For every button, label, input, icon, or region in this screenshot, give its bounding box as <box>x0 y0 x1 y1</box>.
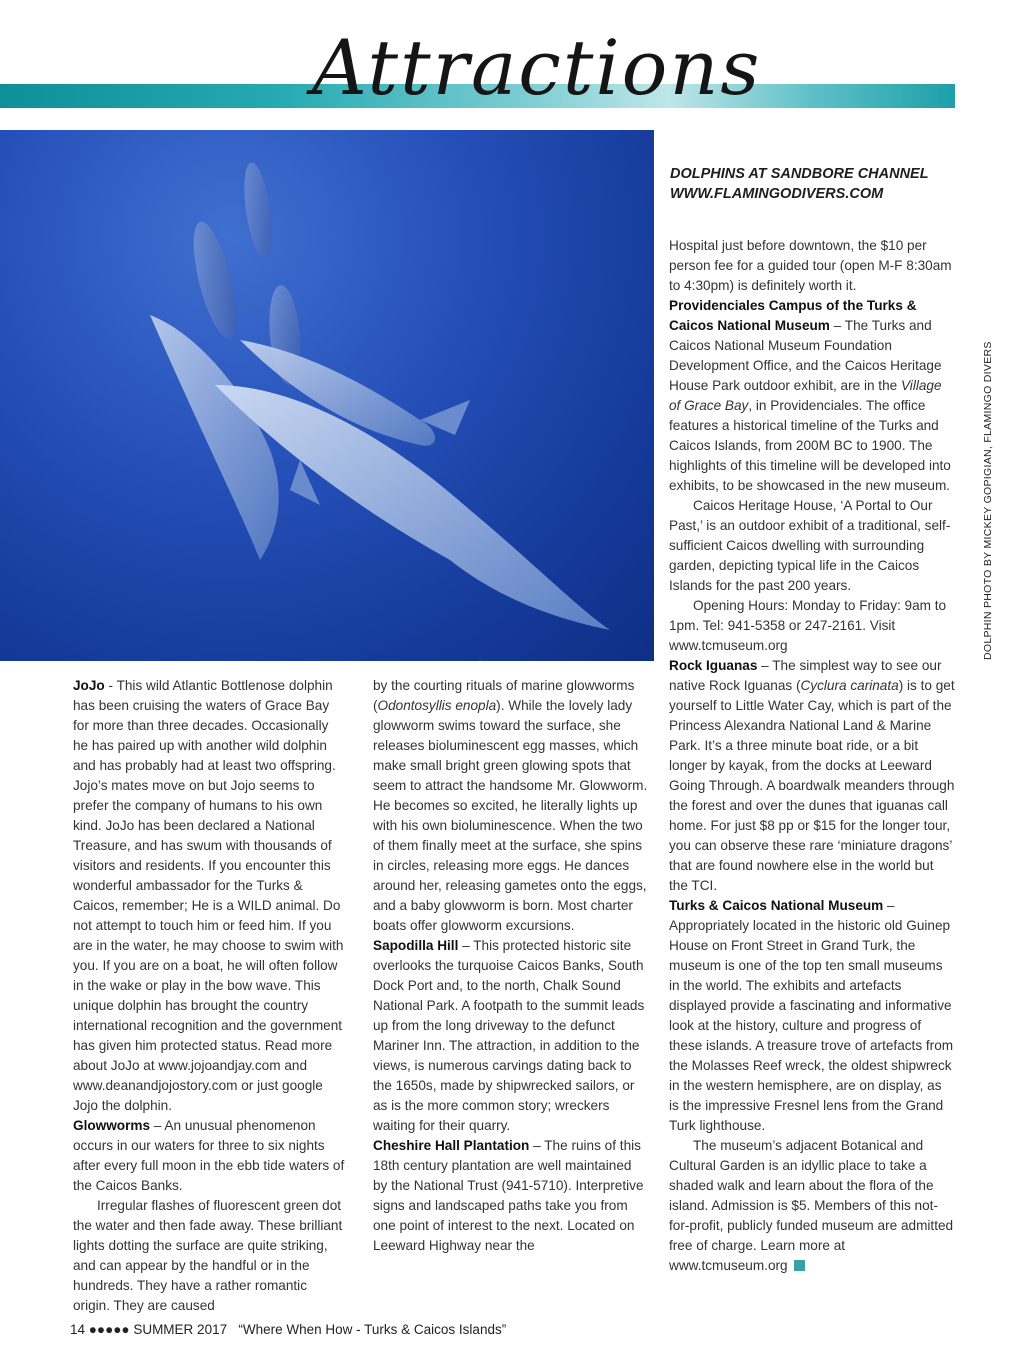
jojo-paragraph <box>73 676 345 1116</box>
glowworms-continued-text-2: ). While the lovely lady glowworm swims toward the surface, she releases bioluminescent egg masses, which make small bright green glowing spots that seem to attract the handsome Mr. Glowworm. He becomes so excited, he literally lights up with his own bioluminescence. When the two of them finally meet at the surface, she spins in circles, releasing more eggs. He dances around her, releasing gametes onto the eggs, and a baby glowworm is born. Most charter boats offer glowworm excursions. <box>373 698 648 933</box>
rock-iguanas-text-1: – The simplest way to see our native Rock Iguanas ( <box>669 658 942 693</box>
issue-label: SUMMER 2017 <box>133 1322 228 1337</box>
heritage-house-paragraph: Caicos Heritage House, ‘A Portal to Our Past,’ is an outdoor exhibit of a traditional, self-sufficient Caicos dwelling with surrounding garden, depicting typical life in the Caicos Islands for the past 200 years. <box>669 498 951 593</box>
photo-credit: DOLPHIN PHOTO BY MICKEY GOPIGIAN, FLAMINGO DIVERS <box>982 341 994 660</box>
jojo-heading: JoJo <box>73 678 105 693</box>
footer-dots: ●●●●● <box>85 1322 134 1337</box>
provo-museum-text-2: , in Providenciales. The office features a historical timeline of the Turks and Caicos Islands, from 200M BC to 1900. The highlights of this timeline will be developed into exhibits, to be showcased in the new museum. <box>669 398 951 493</box>
glowworms-continued-text-1: by the courting rituals of marine glowworms ( <box>373 678 635 713</box>
botanical-garden-paragraph <box>669 1136 955 1276</box>
page-footer <box>70 1322 506 1337</box>
national-museum-text: – Appropriately located in the historic old Guinep House on Front Street in Grand Turk, the museum is one of the top ten small museums in the world. The exhibits and artefacts displayed provide a fascinating and informative look at the history, culture and progress of these islands. A treasure trove of artefacts from the Molasses Reef wreck, the oldest shipwreck in the western hemisphere, are on display, as is the impressive Fresnel lens from the Grand Turk lighthouse. <box>669 898 954 1133</box>
iguana-species-name: Cyclura carinata <box>800 678 899 693</box>
sapodilla-heading: Sapodilla Hill <box>373 938 459 953</box>
national-museum-paragraph <box>669 896 955 1136</box>
glowworms-heading: Glowworms <box>73 1118 151 1133</box>
provo-museum-place: Village of Grace Bay <box>669 378 942 413</box>
sapodilla-text: – This protected historic site overlooks the turquoise Caicos Banks, South Dock Port and, to the north, Chalk Sound National Park. A footpath to the summit leads up from the long driveway to the defunct Mariner Inn. The attraction, in addition to the views, is numerous carvings dating back to the 1650s, made by shipwrecked sailors, or as is the more common story; wreckers waiting for their quarry. <box>373 938 645 1133</box>
rock-iguanas-paragraph <box>669 656 955 896</box>
dolphin-photo <box>0 130 654 661</box>
glowworms-continued <box>373 676 649 936</box>
rock-iguanas-text-2: ) is to get yourself to Little Water Cay, which is part of the Princess Alexandra National Land & Marine Park. It’s a three minute boat ride, or a bit longer by kayak, from the docks at Leeward Going Through. A boardwalk meanders through the forest and over the dunes that iguanas call home. For just $8 pp or $15 for the longer tour, you can observe these rare ‘miniature dragons’ that are found nowhere else in the world but the TCI. <box>669 678 955 893</box>
article-column-3 <box>669 236 955 1276</box>
glowworms-paragraph <box>73 1116 345 1196</box>
photo-caption <box>670 164 970 204</box>
caption-line-1: DOLPHINS AT SANDBORE CHANNEL <box>670 166 929 182</box>
national-museum-heading: Turks & Caicos National Museum <box>669 898 884 913</box>
cheshire-heading: Cheshire Hall Plantation <box>373 1138 530 1153</box>
provo-museum-paragraph <box>669 296 955 496</box>
publication-name: “Where When How - Turks & Caicos Islands” <box>238 1322 507 1337</box>
page-number: 14 <box>70 1322 86 1337</box>
provo-museum-text-1: – The Turks and Caicos National Museum Foundation Development Office, and the Caicos Heritage House Park outdoor exhibit, are in the <box>669 318 942 393</box>
rock-iguanas-heading: Rock Iguanas <box>669 658 758 673</box>
opening-hours-paragraph: Opening Hours: Monday to Friday: 9am to 1pm. Tel: 941-5358 or 247-2161. Visit www.tcmuseum.org <box>669 598 947 653</box>
provo-museum-heading: Providenciales Campus of the Turks & Caicos National Museum <box>669 298 917 333</box>
jojo-text: - This wild Atlantic Bottlenose dolphin has been cruising the waters of Grace Bay for more than three decades. Occasionally he has paired up with another wild dolphin and has probably had at least two offspring. Jojo’s mates move on but Jojo seems to prefer the company of humans to his own kind. JoJo has been declared a National Treasure, and has swum with thousands of visitors and residents. If you encounter this wonderful ambassador for the Turks & Caicos, remember; He is a WILD animal. Do not attempt to touch him or feed him. If you are in the water, he may choose to swim with you. If you are on a boat, he will often follow in the wake or play in the bow wave. This unique dolphin has brought the country international recognition and the government has given him protected status. Read more about JoJo at www.jojoandjay.com and www.deanandjojostory.com or just google Jojo the dolphin. <box>73 678 344 1113</box>
cheshire-continued: Hospital just before downtown, the $10 per person fee for a guided tour (open M-F 8:30am to 4:30pm) is definitely worth it. <box>669 238 952 293</box>
article-column-2 <box>373 676 649 1256</box>
end-of-article-square-icon <box>794 1260 805 1271</box>
cheshire-paragraph <box>373 1136 649 1256</box>
page-title: Attractions <box>312 23 762 112</box>
cheshire-text: – The ruins of this 18th century plantation are well maintained by the National Trust (941-5710). Interpretive signs and landscaped paths take you from one point of interest to the next. Located on Leeward Highway near the <box>373 1138 644 1253</box>
glowworms-paragraph-2: Irregular flashes of fluorescent green dot the water and then fade away. These brilliant lights dotting the surface are quite striking, and can appear by the handful or in the hundreds. They have a rather romantic origin. They are caused <box>73 1198 343 1313</box>
article-column-1 <box>73 676 345 1316</box>
caption-line-2: WWW.FLAMINGODIVERS.COM <box>670 186 884 202</box>
glowworms-text: – An unusual phenomenon occurs in our waters for three to six nights after every full moon in the ebb tide waters of the Caicos Banks. <box>73 1118 345 1193</box>
sapodilla-paragraph <box>373 936 649 1136</box>
glowworm-species-name: Odontosyllis enopla <box>377 698 497 713</box>
botanical-garden-text: The museum’s adjacent Botanical and Cultural Garden is an idyllic place to take a shaded walk and learn about the flora of the island. Admission is $5. Members of this not-for-profit, publicly funded museum are admitted free of charge. Learn more at www.tcmuseum.org <box>669 1138 954 1273</box>
dolphin-illustration <box>0 130 654 661</box>
